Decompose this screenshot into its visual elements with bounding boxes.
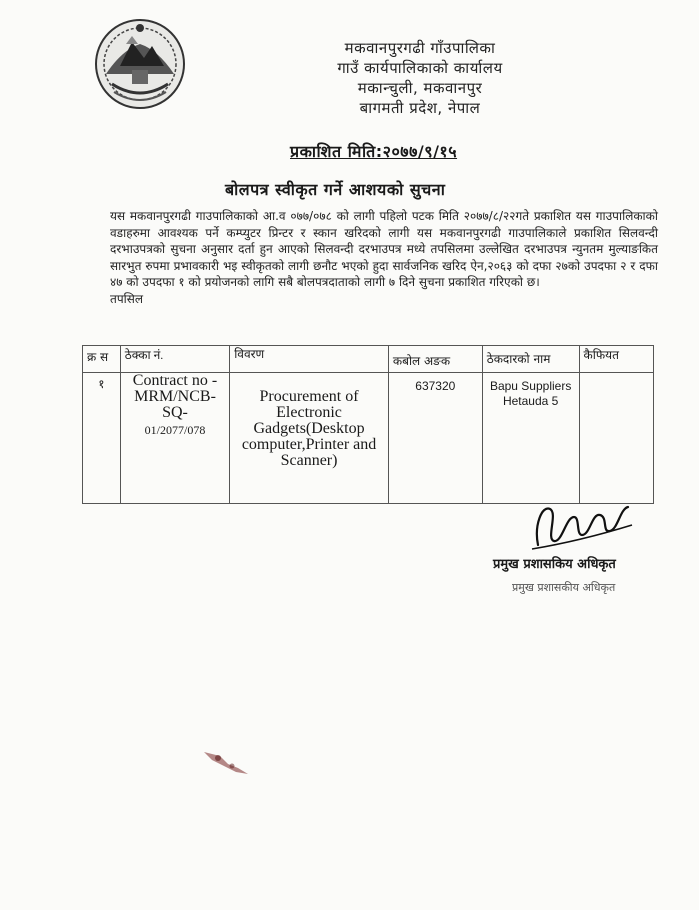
publish-date: प्रकाशित मिति:२०७७/९/१५ [290, 142, 458, 161]
table-header-row [83, 346, 654, 373]
municipality-name: मकवानपुरगढी गाँउपालिका [344, 39, 496, 57]
row-contractor [482, 373, 579, 504]
nepal-emblem-icon [92, 14, 188, 114]
col-contract: ठेक्का नं. [120, 346, 229, 373]
contract-line-4: 01/2077/078 [144, 423, 206, 437]
col-amount: कबोल अङक [388, 346, 482, 373]
notice-title: बोलपत्र स्वीकृत गर्ने आशयको सुचना [225, 180, 446, 199]
office-address: मकान्चुली, मकवानपुर [357, 79, 483, 97]
description-text: Procurement of Electronic Gadgets(Desktop computer,Printer and Scanner) [241, 388, 377, 469]
col-contractor: ठेकदारको नाम [482, 346, 579, 373]
office-header [270, 38, 570, 118]
contract-table [82, 345, 654, 504]
province-country: बागमती प्रदेश, नेपाल [359, 99, 481, 117]
row-sn: १ [83, 373, 121, 504]
contractor-address: Hetauda 5 [502, 394, 559, 408]
col-remarks: कैफियत [579, 346, 653, 373]
row-description [230, 373, 389, 504]
contract-line-1: Contract no - [132, 372, 218, 389]
officer-designation: प्रमुख प्रशासकिय अधिकृत [493, 557, 616, 572]
row-remarks [579, 373, 653, 504]
tapsil-label: तपसिल [110, 291, 144, 306]
notice-paragraph: यस मकवानपुरगढी गाउपालिकाको आ.व ०७७/०७८ को लागी पहिलो पटक मिति २०७७/८/२२गते प्रकाशित यस गाउपालिकाको वडाहरुमा आवश्यक पर्ने कम्प्युटर प्रिन्टर र स्कान खरिदको लागी यस मकवानपुरगढी गाउपालिकाले प्रकाशित सिलवन्दी दरभाउपत्रको सुचना अनुसार दर्ता हुन आएको सिलवन्दी दरभाउपत्र मध्ये तपसिलमा उल्लेखित दरभाउपत्र न्युनतम मुल्याङकित सारभुत रुपमा प्रभावकारी भइ स्वीकृतको लागी छनौट भएको हुदा सार्वजनिक खरिद ऐन,२०६३ को दफा २७को उपदफा २ र दफा ४७ को उपदफा १ को प्रयोजनको लागि सबै बोलपत्रदाताको लागी ७ दिने सुचना प्रकाशित गरिएको छ। [110, 209, 658, 289]
col-description: विवरण [230, 346, 389, 373]
contractor-name: Bapu Suppliers [489, 379, 572, 393]
row-contract [120, 373, 229, 504]
row-amount: 637320 [388, 373, 482, 504]
officer-stamp: प्रमुख प्रशासकीय अधिकृत [512, 581, 616, 594]
ink-smudge [198, 744, 254, 780]
office-name: गाउँ कार्यपालिकाको कार्यालय [337, 59, 503, 77]
notice-body [110, 208, 658, 307]
signature-mark [520, 495, 640, 555]
contract-line-3: SQ- [162, 404, 188, 421]
table-row [83, 373, 654, 504]
col-sn: क्र स [83, 346, 121, 373]
contract-line-2: MRM/NCB- [134, 388, 216, 405]
